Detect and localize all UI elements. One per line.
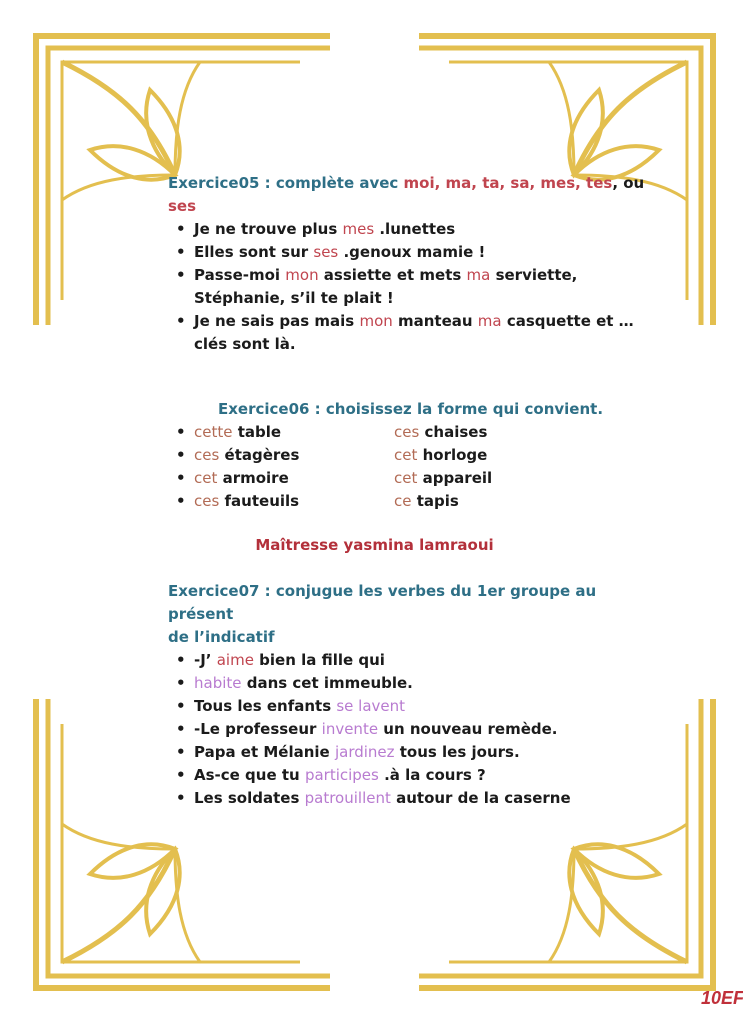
exercise-06-list: [168, 421, 648, 513]
list-item: • Papa et Mélanie jardinez tous les jours.: [168, 741, 658, 764]
exercise-07-title: Exercice07 : conjugue les verbes du 1er groupe au présent de l’indicatif: [168, 582, 597, 646]
exercise-05: [168, 172, 648, 356]
list-item: • Les soldates patrouillent autour de la caserne: [168, 787, 658, 810]
list-item: • Elles sont sur ses .genoux mamie !: [168, 241, 648, 264]
list-item: • Je ne trouve plus mes .lunettes: [168, 218, 648, 241]
list-item: • cette table ces chaises: [168, 421, 648, 444]
list-item: • ces fauteuils ce tapis: [168, 490, 648, 513]
list-item: • Passe-moi mon assiette et mets ma serviette, Stéphanie, s’il te plait !: [168, 264, 648, 310]
list-item: • -Le professeur invente un nouveau remède.: [168, 718, 658, 741]
list-item: • As-ce que tu participes .à la cours ?: [168, 764, 658, 787]
exercise-05-title: Exercice05 : complète avec moi, ma, ta, sa, mes, tes, ou ses: [168, 174, 645, 215]
list-item: • habite dans cet immeuble.: [168, 672, 658, 695]
exercise-06: [168, 398, 648, 513]
list-item: • Tous les enfants se lavent: [168, 695, 658, 718]
list-item: • cet armoire cet appareil: [168, 467, 648, 490]
list-item: • Je ne sais pas mais mon manteau ma casquette et … clés sont là.: [168, 310, 648, 356]
teacher-signature: Maîtresse yasmina lamraoui: [255, 536, 494, 554]
site-logo-icon: [699, 982, 743, 1010]
exercise-06-title: Exercice06 : choisissez la forme qui convient.: [218, 400, 604, 418]
exercise-07: [168, 580, 658, 810]
exercise-05-list: [168, 218, 648, 356]
logo-text: 10EF: [701, 988, 743, 1008]
list-item: • -J’ aime bien la fille qui: [168, 649, 658, 672]
list-item: • ces étagères cet horloge: [168, 444, 648, 467]
exercise-07-list: [168, 649, 658, 810]
